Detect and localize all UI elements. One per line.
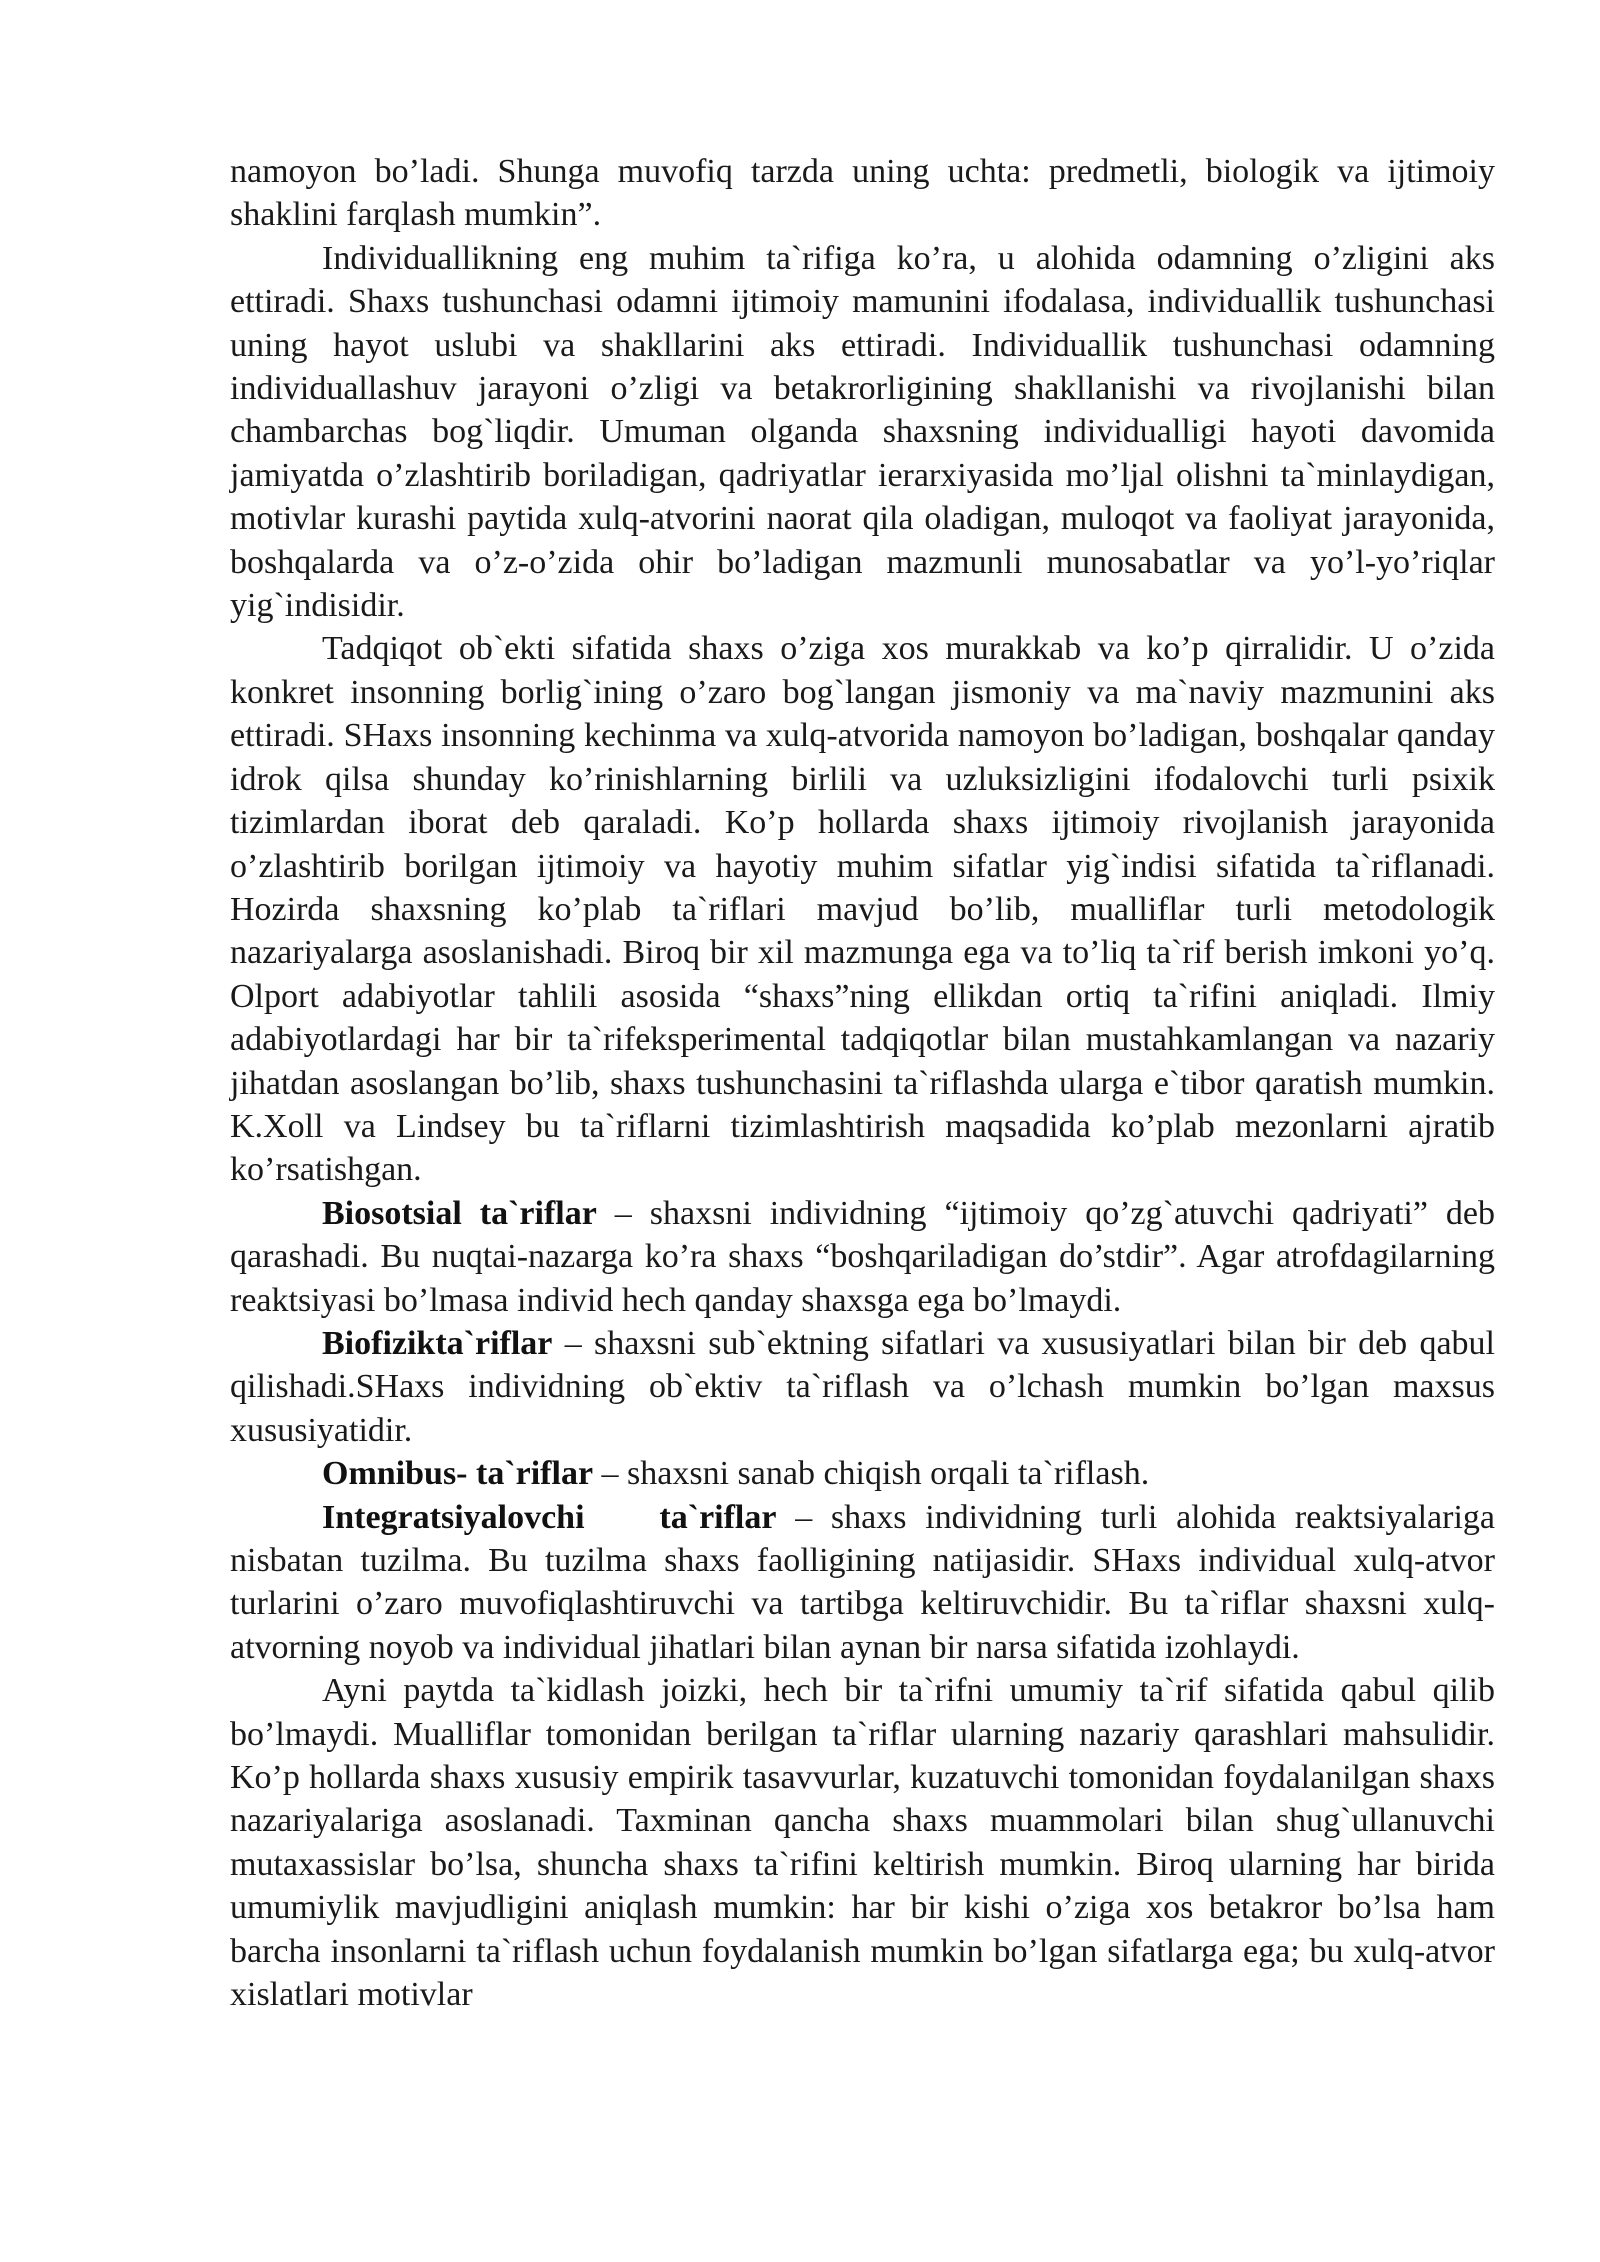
term-integratsiyalovchi: Integratsiyalovchi ta`riflar bbox=[322, 1498, 777, 1536]
paragraph-integratsiyalovchi-text: – shaxs individning turli alohida reaktsiyalariga nisbatan tuzilma. Bu tuzilma shaxs faolligining natijasidir. SHaxs individual xulq-atvor turlarini o’zaro muvofiqlashtiruvchi va tartibga keltiruvchidir. Bu ta`riflar shaxsni xulq-atvorning noyob va individual jihatlari bilan aynan bir narsa sifatida izohlaydi. bbox=[230, 1498, 1495, 1666]
paragraph-8 bbox=[230, 1669, 1495, 2016]
paragraph-biosotsial bbox=[230, 1192, 1495, 1322]
paragraph-1 bbox=[230, 150, 1495, 237]
term-biofizik: Biofizikta`riflar bbox=[322, 1324, 553, 1362]
paragraph-2 bbox=[230, 237, 1495, 628]
term-omnibus: Omnibus- ta`riflar bbox=[322, 1455, 594, 1493]
term-biosotsial: Biosotsial ta`riflar bbox=[322, 1194, 597, 1232]
paragraph-3 bbox=[230, 627, 1495, 1191]
paragraph-biosotsial-text: – shaxsni individning “ijtimoiy qo’zg`atuvchi qadriyati” deb qarashadi. Bu nuqtai-nazarga ko’ra shaxs “boshqariladigan do’stdir”. Agar atrofdagilarning reaktsiyasi bo’lmasa individ hech qanday shaxsga ega bo’lmaydi. bbox=[230, 1194, 1496, 1319]
paragraph-omnibus bbox=[230, 1452, 1495, 1495]
paragraph-1-text: namoyon bo’ladi. Shunga muvofiq tarzda uning uchta: predmetli, biologik va ijtimoiy shaklini farqlash mumkin”. bbox=[230, 153, 1495, 234]
paragraph-3-text: Tadqiqot ob`ekti sifatida shaxs o’ziga xos murakkab va ko’p qirralidir. U o’zida konkret insonning borlig`ining o’zaro bog`langan jismoniy va ma`naviy mazmunini aks ettiradi. SHaxs insonning kechinma va xulq-atvorida namoyon bo’ladigan, boshqalar qanday idrok qilsa shunday ko’rinishlarning birlili va uzluksizligini ifodalovchi turli psixik tizimlardan iborat deb qaraladi. Ko’p hollarda shaxs ijtimoiy rivojlanish jarayonida o’zlashtirib borilgan ijtimoiy va hayotiy muhim sifatlar yig`indisi sifatida ta`riflanadi. Hozirda shaxsning ko’plab ta`riflari mavjud bo’lib, mualliflar turli metodologik nazariyalarga asoslanishadi. Biroq bir xil mazmunga ega va to’liq ta`rif berish imkoni yo’q. Olport adabiyotlar tahlili asosida “shaxs”ning ellikdan ortiq ta`rifini aniqladi. Ilmiy adabiyotlardagi har bir ta`rifeksperimental tadqiqotlar bilan mustahkamlangan va nazariy jihatdan asoslangan bo’lib, shaxs tushunchasini ta`riflashda ularga e`tibor qaratish mumkin. K.Xoll va Lindsey bu ta`riflarni tizimlashtirish maqsadida ko’plab mezonlarni ajratib ko’rsatishgan. bbox=[230, 630, 1495, 1189]
paragraph-biofizik-text: – shaxsni sub`ektning sifatlari va xususiyatlari bilan bir deb qabul qilishadi.SHaxs individning ob`ektiv ta`riflash va o’lchash mumkin bo’lgan maxsus xususiyatidir. bbox=[230, 1324, 1495, 1449]
paragraph-8-text: Ayni paytda ta`kidlash joizki, hech bir ta`rifni umumiy ta`rif sifatida qabul qilib bo’lmaydi. Mualliflar tomonidan berilgan ta`riflar ularning nazariy qarashlari mahsulidir. Ko’p hollarda shaxs xususiy empirik tasavvurlar, kuzatuvchi tomonidan foydalanilgan shaxs nazariyalariga asoslanadi. Taxminan qancha shaxs muammolari bilan shug`ullanuvchi mutaxassislar bo’lsa, shuncha shaxs ta`rifini keltirish mumkin. Biroq ularning har birida umumiylik mavjudligini aniqlash mumkin: har bir kishi o’ziga xos betakror bo’lsa ham barcha insonlarni ta`riflash uchun foydalanish mumkin bo’lgan sifatlarga ega; bu xulq-atvor xislatlari motivlar bbox=[230, 1672, 1495, 2014]
paragraph-biofizik bbox=[230, 1322, 1495, 1452]
paragraph-omnibus-text: – shaxsni sanab chiqish orqali ta`riflash. bbox=[593, 1455, 1150, 1493]
paragraph-integratsiyalovchi bbox=[230, 1496, 1495, 1670]
document-page bbox=[230, 150, 1495, 2016]
paragraph-2-text: Individuallikning eng muhim ta`rifiga ko’ra, u alohida odamning o’zligini aks ettiradi. Shaxs tushunchasi odamni ijtimoiy mamunini ifodalasa, individuallik tushunchasi uning hayot uslubi va shakllarini aks ettiradi. Individuallik tushunchasi odamning individuallashuv jarayoni o’zligi va betakrorligining shakllanishi va rivojlanishi bilan chambarchas bog`liqdir. Umuman olganda shaxsning individualligi hayoti davomida jamiyatda o’zlashtirib boriladigan, qadriyatlar ierarxiyasida mo’ljal olishni ta`minlaydigan, motivlar kurashi paytida xulq-atvorini naorat qila oladigan, muloqot va faoliyat jarayonida, boshqalarda va o’z-o’zida ohir bo’ladigan mazmunli munosabatlar va yo’l-yo’riqlar yig`indisidir. bbox=[230, 239, 1495, 625]
